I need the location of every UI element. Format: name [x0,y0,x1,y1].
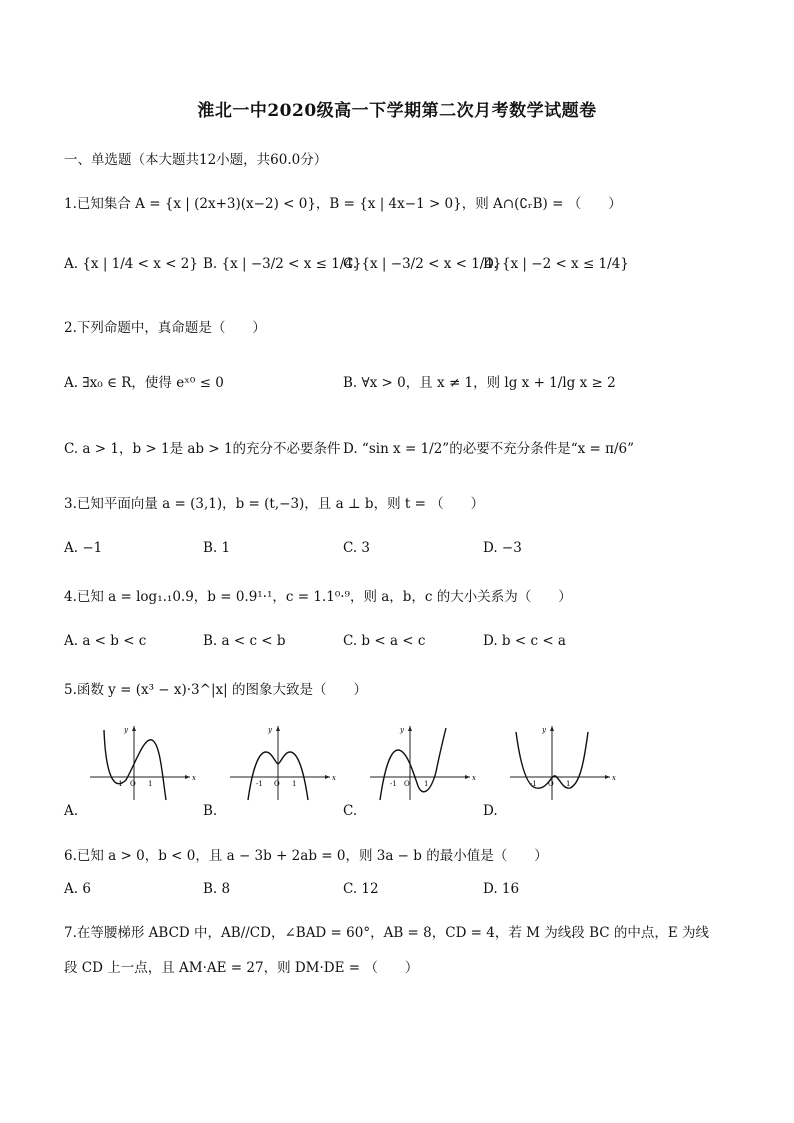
q4-option-c[interactable]: C. b < a < c [343,633,426,649]
graph-d-y-label: y [542,726,546,734]
graph-a-one-label: 1 [148,780,153,788]
graph-b-origin-label: O [274,780,280,788]
graph-a-x-label: x [192,774,196,782]
q5-option-d[interactable]: D. [483,803,498,819]
q6-option-b[interactable]: B. 8 [203,881,231,897]
question-6-stem: 6.已知 a > 0，b < 0，且 a − 3b + 2ab = 0，则 3a − b 的最小值是（ ） [64,848,548,864]
graph-a-curve [104,730,166,800]
graph-option-c[interactable] [366,722,476,802]
graph-c-y-label: y [400,726,404,734]
graph-c-origin-label: O [404,780,410,788]
graph-a-neg1-label: -1 [116,780,123,788]
q1-option-b[interactable]: B. {x | −3/2 < x ≤ 1/4} [203,256,362,272]
q4-option-d[interactable]: D. b < c < a [483,633,566,649]
q2-option-c[interactable]: C. a > 1，b > 1是 ab > 1的充分不必要条件 [64,441,341,457]
graph-b-y-label: y [268,726,272,734]
q6-option-d[interactable]: D. 16 [483,881,520,897]
q1-option-a[interactable]: A. {x | 1/4 < x < 2} [64,256,198,272]
graph-b-one-label: 1 [292,780,297,788]
section-heading: 一、单选题（本大题共12小题，共60.0分） [64,152,328,168]
graph-option-d[interactable] [506,722,616,802]
q6-option-a[interactable]: A. 6 [64,881,91,897]
graph-c-neg1-label: -1 [390,780,397,788]
q3-option-a[interactable]: A. −1 [64,540,103,556]
question-7-stem-continued: 段 CD 上一点，且 AM·AE = 27，则 DM·DE = （ ） [64,960,419,976]
graph-d-one-label: 1 [566,780,571,788]
q4-option-a[interactable]: A. a < b < c [64,633,147,649]
graph-c-one-label: 1 [424,780,429,788]
graph-a-origin-label: O [130,780,136,788]
q2-option-b[interactable]: B. ∀x > 0，且 x ≠ 1，则 lg x + 1/lg x ≥ 2 [343,375,616,391]
q2-option-d[interactable]: D. “sin x = 1/2”的必要不充分条件是“x = π/6” [343,441,635,457]
q2-option-a[interactable]: A. ∃x₀ ∈ R，使得 eˣ⁰ ≤ 0 [64,375,224,391]
question-2-stem: 2.下列命题中，真命题是（ ） [64,320,266,336]
question-7-stem: 7.在等腰梯形 ABCD 中，AB//CD，∠BAD = 60°，AB = 8，CD = 4，若 M 为线段 BC 的中点，E 为线 [64,925,710,941]
q4-option-b[interactable]: B. a < c < b [203,633,286,649]
question-4-stem: 4.已知 a = log₁.₁0.9，b = 0.9¹·¹，c = 1.1⁰·⁹，则 a，b，c 的大小关系为（ ） [64,589,572,605]
graph-c-x-label: x [472,774,476,782]
question-5-stem: 5.函数 y = (x³ − x)·3^|x| 的图象大致是（ ） [64,682,367,698]
q3-option-c[interactable]: C. 3 [343,540,371,556]
q1-option-d[interactable]: D. {x | −2 < x ≤ 1/4} [483,256,629,272]
graph-d-origin-label: O [548,780,554,788]
q3-option-d[interactable]: D. −3 [483,540,522,556]
graph-b-x-label: x [332,774,336,782]
graph-option-b[interactable] [226,722,336,802]
q5-option-c[interactable]: C. [343,803,358,819]
q5-option-b[interactable]: B. [203,803,218,819]
graph-option-a[interactable] [86,722,196,802]
q5-option-a[interactable]: A. [64,803,79,819]
page-title: 淮北一中2020级高一下学期第二次月考数学试题卷 [197,101,597,121]
q1-option-c[interactable]: C. {x | −3/2 < x < 1/4} [343,256,502,272]
question-3-stem: 3.已知平面向量 a = (3,1)，b = (t,−3)，且 a ⊥ b，则 t = （ ） [64,496,485,512]
q6-option-c[interactable]: C. 12 [343,881,379,897]
graph-b-neg1-label: -1 [256,780,263,788]
graph-c-curve [380,728,446,800]
q3-option-b[interactable]: B. 1 [203,540,231,556]
graph-d-x-label: x [612,774,616,782]
graph-a-y-label: y [124,726,128,734]
graph-d-neg1-label: -1 [530,780,537,788]
question-1-stem: 1.已知集合 A = {x | (2x+3)(x−2) < 0}，B = {x | 4x−1 > 0}，则 A∩(∁ᵣB) = （ ） [64,196,622,212]
